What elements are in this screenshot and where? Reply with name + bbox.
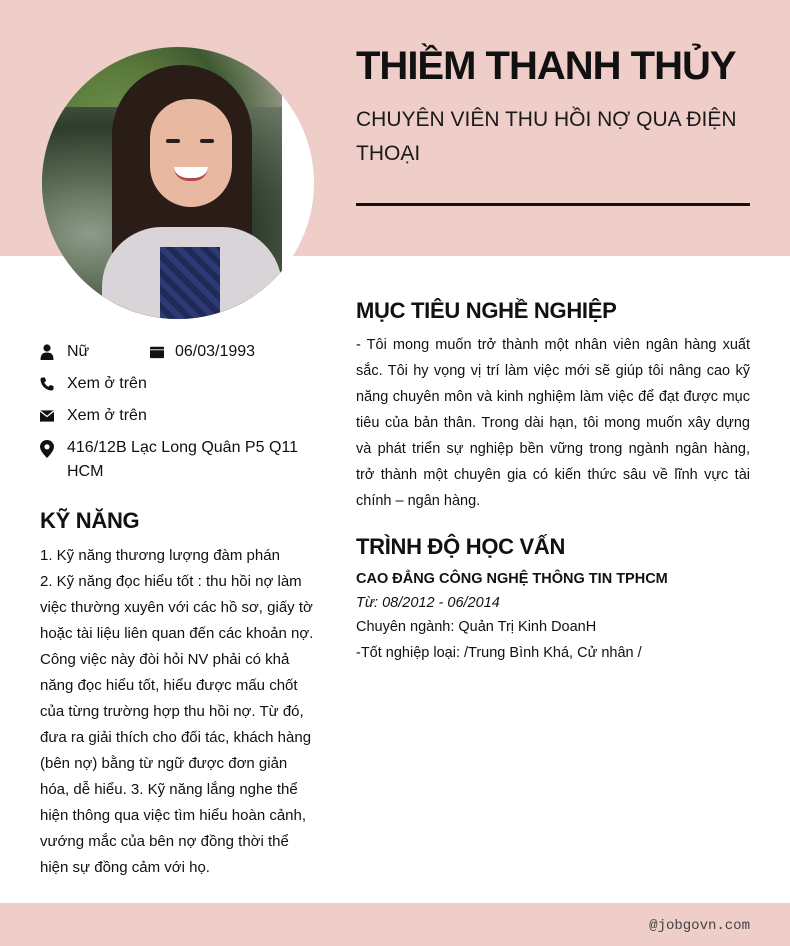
- education-graduation: -Tốt nghiệp loại: /Trung Bình Khá, Cử nhân /: [356, 645, 642, 661]
- mail-icon: [40, 408, 54, 424]
- skills-text: 1. Kỹ năng thương lượng đàm phán 2. Kỹ năng đọc hiểu tốt : thu hồi nợ làm việc thường xuyên với các hồ sơ, giấy tờ hoặc tài liệu liên quan đến các khoản nợ. Công việc này đòi hỏi NV phải có khả năng đọc hiểu tốt, hiểu được mấu chốt của từng trường hợp thu hồi nợ. Từ đó, đưa ra giải thích cho đối tác, khách hàng (bên nợ) bằng từ ngữ được đơn giản hóa, dễ hiểu. 3. Kỹ năng lắng nghe thể hiện thông qua việc tìm hiểu hoàn cảnh, vướng mắc của bên nợ đồng thời thể hiện sự đồng cảm với họ.: [40, 547, 314, 876]
- contact-birthdate: [150, 340, 310, 364]
- phone-icon: [40, 376, 54, 392]
- location-pin-icon: [40, 441, 54, 457]
- objective-text: - Tôi mong muốn trở thành một nhân viên ngân hàng xuất sắc. Tôi hy vọng vị trí làm việc mới sẽ giúp tôi nâng cao kỹ năng chuyên môn và kinh nghiệm làm việc để đạt được mục tiêu của bản thân. Trong dài hạn, tôi mong muốn xây dựng và phát triển sự nghiệp bền vững trong ngành ngân hàng, trở thành một chuyên gia có kiến thức sâu về lĩnh vực tài chính – ngân hàng.: [356, 337, 750, 509]
- candidate-name: THIỀM THANH THỦY: [356, 44, 736, 88]
- title-divider: [356, 203, 750, 206]
- education-period: Từ: 08/2012 - 06/2014: [356, 595, 500, 611]
- education-major: Chuyên ngành: Quản Trị Kinh DoanH: [356, 619, 597, 635]
- contact-phone: [40, 372, 320, 396]
- address-text: 416/12B Lạc Long Quân P5 Q11 HCM: [67, 439, 298, 480]
- profile-photo: [42, 47, 314, 319]
- education-heading: TRÌNH ĐỘ HỌC VẤN: [356, 534, 566, 559]
- contact-email: [40, 404, 320, 428]
- contact-address: [40, 436, 330, 486]
- phone-text: Xem ở trên: [67, 375, 147, 392]
- job-title: CHUYÊN VIÊN THU HỒI NỢ QUA ĐIỆN THOẠI: [356, 108, 737, 165]
- education-school: CAO ĐẲNG CÔNG NGHỆ THÔNG TIN TPHCM: [356, 571, 668, 587]
- skills-heading: KỸ NĂNG: [40, 508, 140, 533]
- objective-heading: MỤC TIÊU NGHỀ NGHIỆP: [356, 298, 617, 323]
- birthdate-text: 06/03/1993: [175, 343, 256, 360]
- email-text: Xem ở trên: [67, 407, 147, 424]
- calendar-icon: [150, 344, 164, 360]
- profile-photo-image: [42, 47, 282, 319]
- person-icon: [40, 344, 54, 360]
- footer-watermark: @jobgovn.com: [649, 918, 750, 934]
- gender-text: Nữ: [67, 343, 90, 360]
